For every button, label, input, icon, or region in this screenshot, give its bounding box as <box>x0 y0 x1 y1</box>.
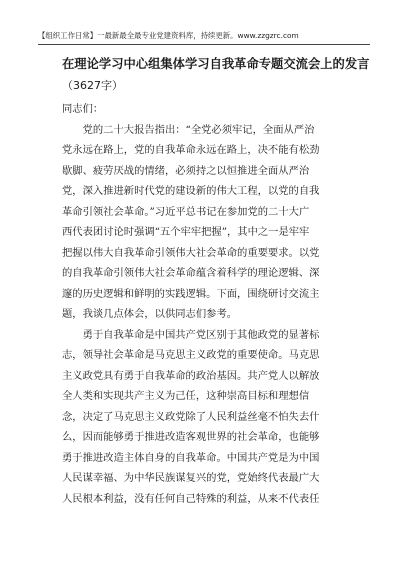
text-line: 勇于自我革命是中国共产党区别于其他政党的显著标 <box>62 328 320 341</box>
text-line: 题，我谈几点体会，以供同志们参考。 <box>62 308 238 320</box>
text-line: 歇脚、疲劳厌战的情绪，必须持之以恒推进全面从严治 <box>62 164 310 177</box>
text-line: 把握以伟大自我革命引领伟大社会革命的重要要求。以党 <box>62 246 320 259</box>
text-line: 志，领导社会革命是马克思主义政党的重要使命。马克思 <box>62 349 320 361</box>
text-line: 主义政党具有勇于自我革命的政治基因。共产党人以解放 <box>62 369 320 382</box>
text-line: 全人类和实现共产主义为己任，这种崇高目标和理想信 <box>62 390 310 402</box>
text-line: 人民根本利益，没有任何自己特殊的利益，从来不代表任 <box>62 492 320 505</box>
document-header: 【组织工作日常】一最新最全最专业党建资料库，持续更新。www.zzgzrc.com <box>38 31 299 40</box>
text-line: 同志们： <box>62 103 104 115</box>
document-title: 在理论学习中心组集体学习自我革命专题交流会上的发言 <box>62 57 370 71</box>
text-line: 革命引领社会革命。”习近平总书记在参加党的二十大广 <box>62 205 310 218</box>
text-line: 邃的历史逻辑和鲜明的实践逻辑。下面，围绕研讨交流主 <box>62 287 320 300</box>
text-line: 西代表团讨论时强调“五个牢牢把握”，其中之一是牢牢 <box>62 226 310 238</box>
document-body <box>62 99 362 509</box>
text-line: 勇于推进改造主体自身的自我革命。中国共产党是为中国 <box>62 451 320 464</box>
text-line: 人民谋幸福、为中华民族谋复兴的党，党始终代表最广大 <box>62 472 320 484</box>
word-count: （3627字） <box>62 79 123 92</box>
text-line: 念，决定了马克思主义政党除了人民利益丝毫不怕失去什 <box>62 410 320 423</box>
text-line: 么，因而能够勇于推进改造客观世界的社会革命，也能够 <box>62 431 320 443</box>
text-line: 党永远在路上，党的自我革命永远在路上，决不能有松劲 <box>62 144 320 156</box>
text-line: 党，深入推进新时代党的建设新的伟大工程，以党的自我 <box>62 185 320 197</box>
header-divider <box>38 44 370 45</box>
text-line: 的自我革命引领伟大社会革命蕴含着科学的理论逻辑、深 <box>62 267 320 279</box>
text-line: 党的二十大报告指出：“全党必须牢记，全面从严治 <box>62 123 315 136</box>
